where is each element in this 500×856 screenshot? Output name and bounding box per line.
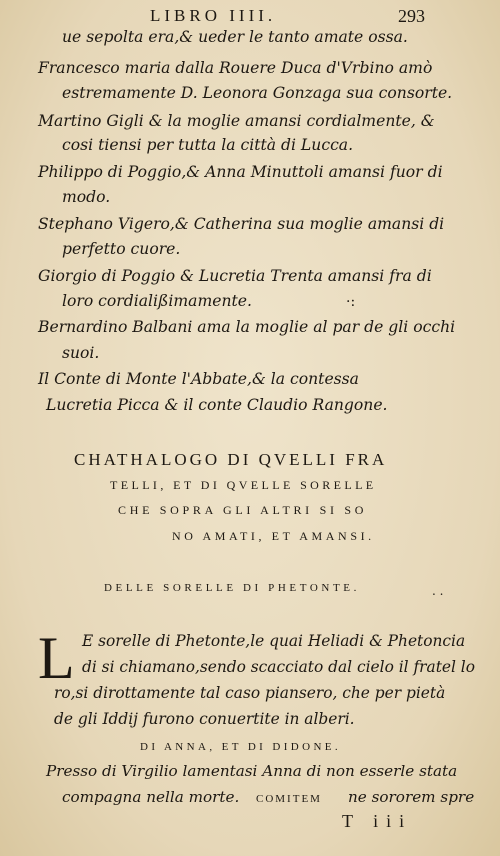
paragraph-line: ro,si dirottamente tal caso piansero, che per pietà — [54, 684, 446, 702]
drop-capital: L — [38, 625, 75, 691]
running-header — [0, 6, 500, 30]
entry-line: loro cordialißimamente. — [62, 292, 252, 310]
entry-line: Bernardino Balbani ama la moglie al par de gli occhi — [38, 318, 456, 336]
entry-line: Philippo di Poggio,& Anna Minuttoli amansi fuor di — [38, 163, 443, 181]
page-number: 293 — [398, 6, 425, 26]
heading-line: CHE SOPRA GLI ALTRI SI SO — [118, 503, 368, 517]
entry-line: suoi. — [62, 344, 100, 362]
section-title: DI ANNA, ET DI DIDONE. — [140, 741, 342, 753]
entry-line: ue sepolta era,& ueder le tanto amate ossa. — [62, 28, 408, 46]
entry-line: Martino Gigli & la moglie amansi cordialmente, & — [38, 112, 435, 130]
entry-line: Francesco maria dalla Rouere Duca d'Vrbino amò — [38, 59, 433, 77]
running-title: LIBRO IIII. — [150, 6, 277, 25]
ink-mark: . . — [432, 584, 444, 598]
entry-line: Giorgio di Poggio & Lucretia Trenta amansi fra di — [38, 267, 432, 285]
heading-line: NO AMATI, ET AMANSI. — [172, 529, 375, 543]
entry-line: Il Conte di Monte l'Abbate,& la contessa — [38, 370, 359, 388]
paragraph-line: ne sororem spre — [348, 788, 475, 806]
entry-line: estremamente D. Leonora Gonzaga sua consorte. — [62, 84, 453, 102]
section-title: DELLE SORELLE DI PHETONTE. — [104, 582, 360, 594]
entry-line: cosi tiensi per tutta la città di Lucca. — [62, 136, 354, 154]
paragraph-line: compagna nella morte. — [62, 788, 240, 806]
heading-line: TELLI, ET DI QVELLE SORELLE — [110, 478, 377, 492]
paragraph-line: Presso di Virgilio lamentasi Anna di non esserle stata — [46, 762, 458, 780]
entry-line: Stephano Vigero,& Catherina sua moglie amansi di — [38, 215, 445, 233]
ink-mark: ·: — [346, 294, 356, 310]
entry-line: Lucretia Picca & il conte Claudio Rangone. — [46, 396, 388, 414]
heading-line: CHATHALOGO DI QVELLI FRA — [74, 450, 388, 469]
entry-line: modo. — [62, 188, 111, 206]
paragraph-line: di si chiamano,sendo scacciato dal cielo il fratel lo — [82, 658, 475, 676]
paragraph-line: de gli Iddij furono conuertite in alberi. — [54, 710, 355, 728]
signature-mark: T iii — [342, 811, 413, 831]
entry-line: perfetto cuore. — [62, 240, 181, 258]
paragraph-line: E sorelle di Phetonte,le quai Heliadi & Phetoncia — [82, 632, 466, 650]
latin-caps: COMITEM — [256, 793, 322, 805]
